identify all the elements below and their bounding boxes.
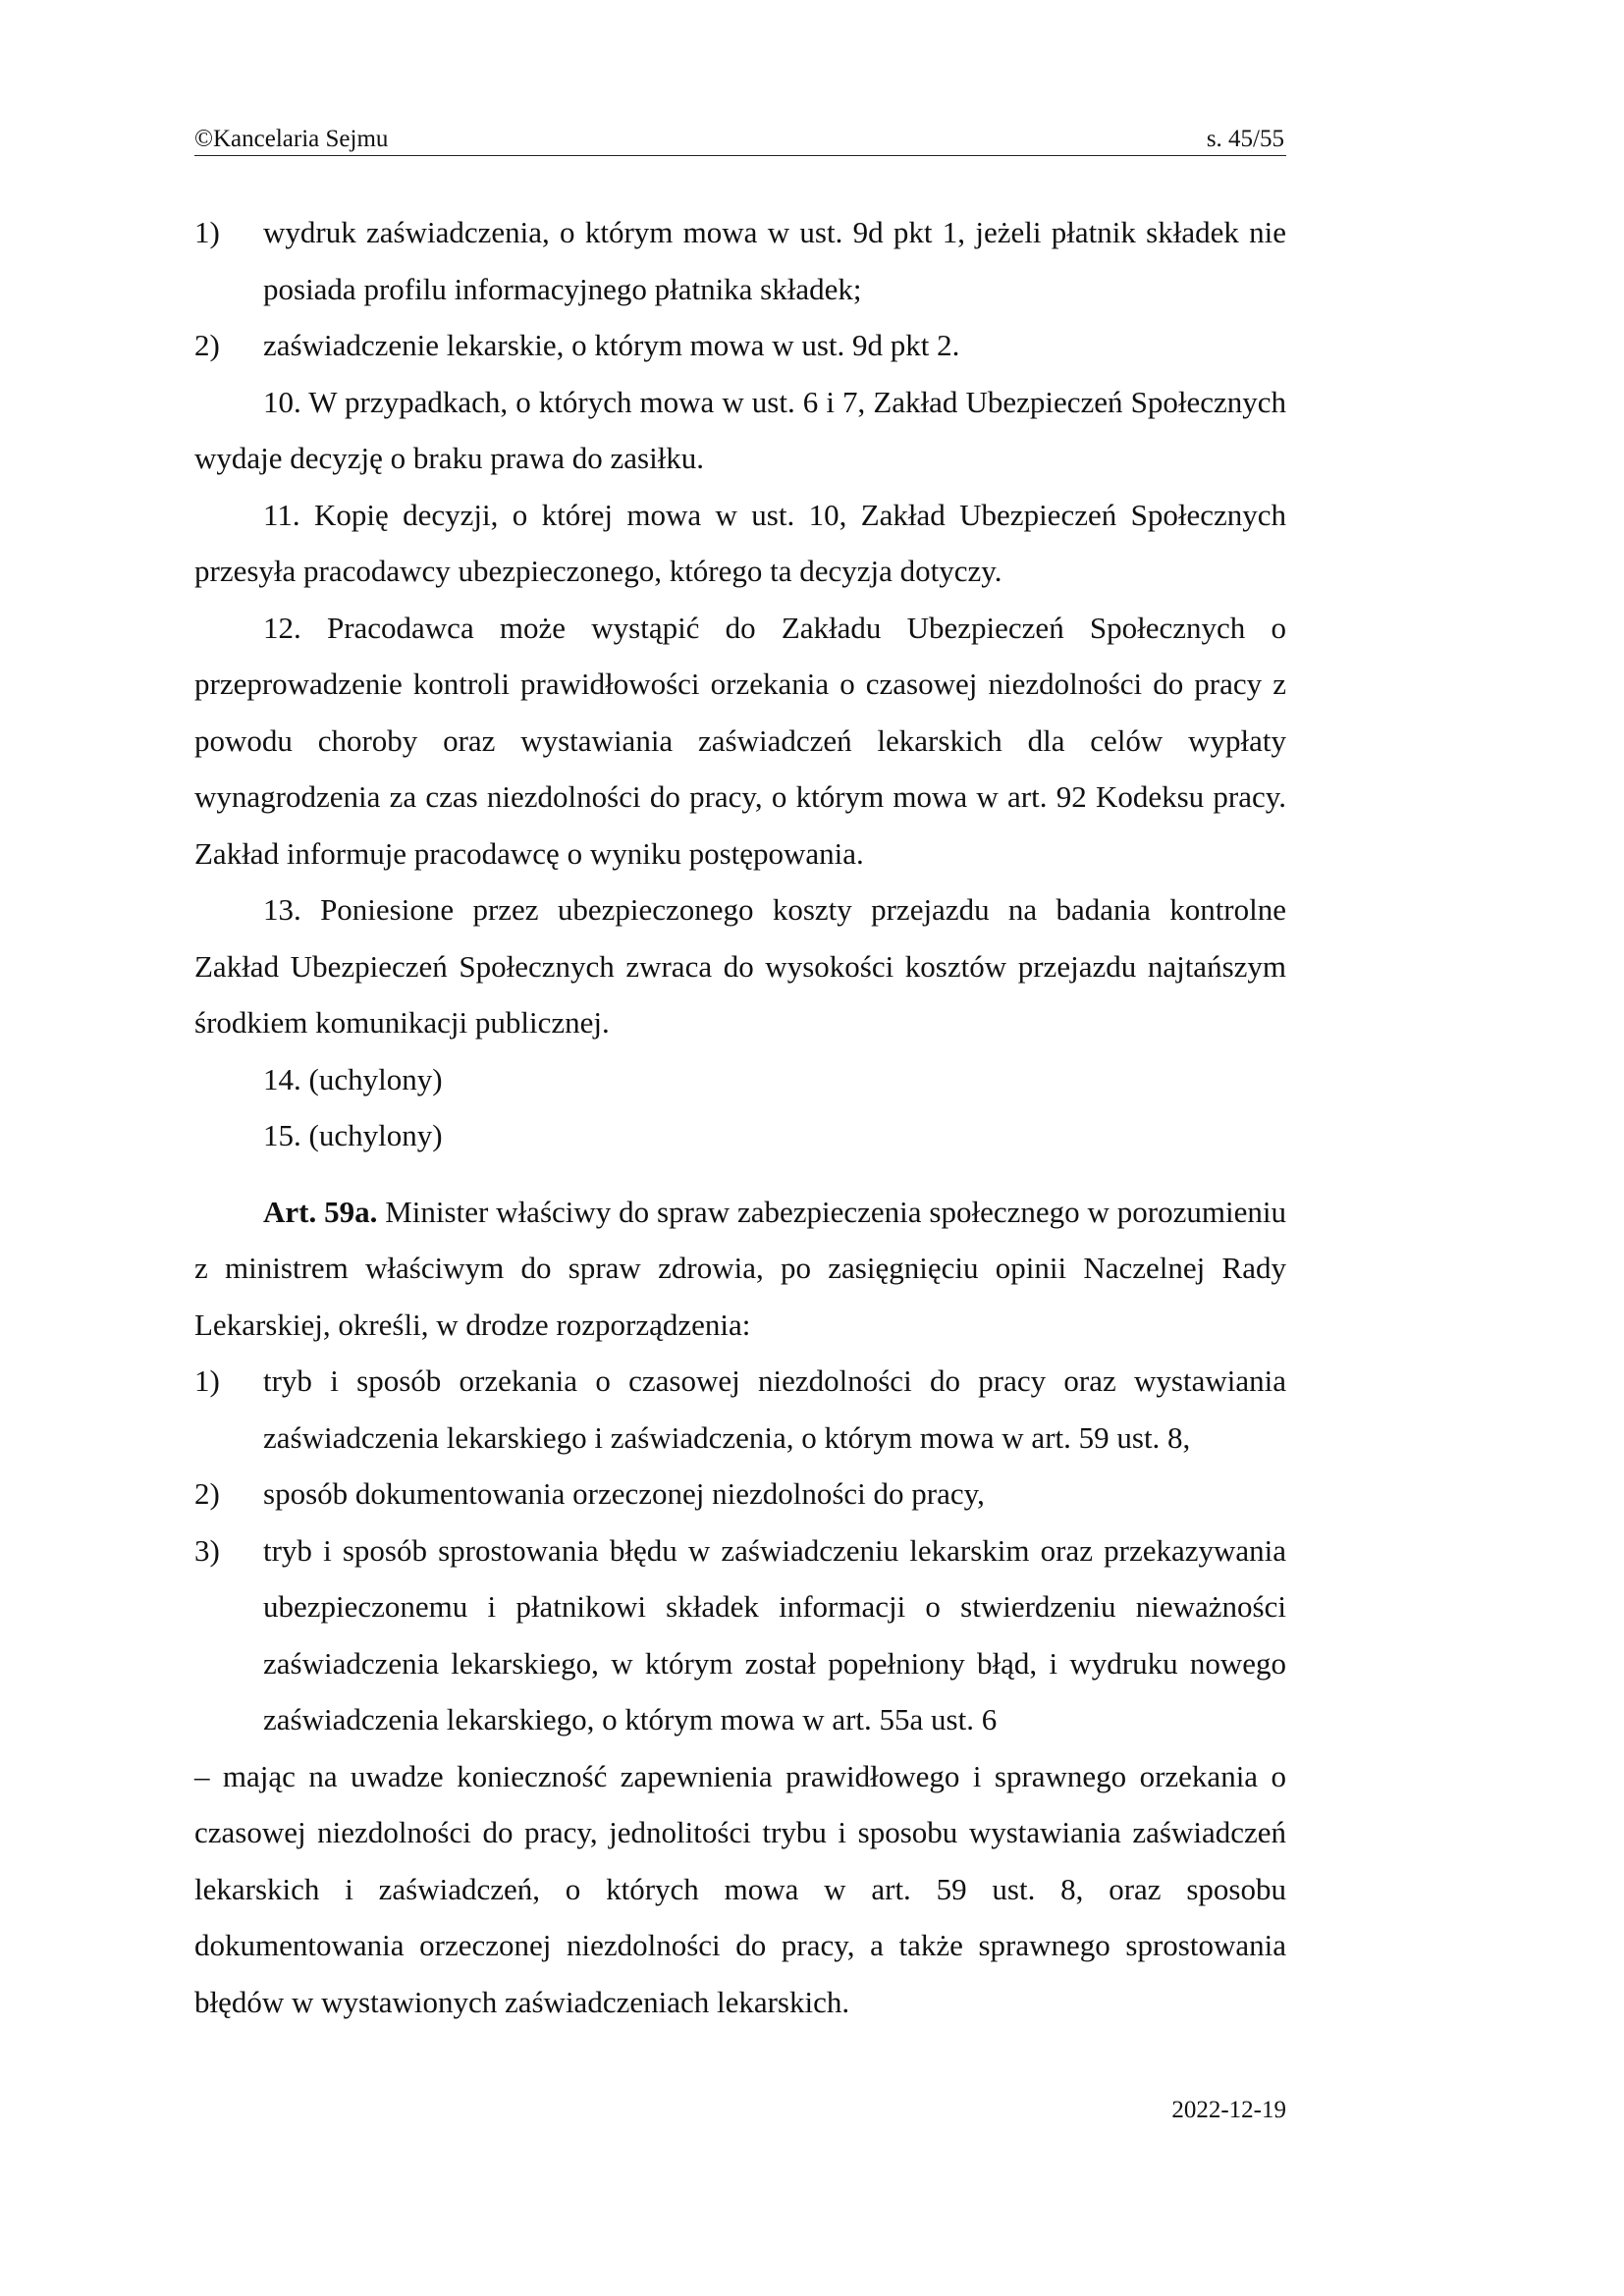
header-page-number: s. 45/55 [1206,126,1284,152]
paragraph-11: 11. Kopię decyzji, o której mowa w ust. 10, Zakład Ubezpieczeń Społecznych przesyła pracodawcy ubezpieczonego, którego ta decyzja dotyczy. [194,497,1286,588]
spacer [194,1164,1286,1184]
list-item-text: zaświadczenie lekarskie, o którym mowa w ust. 9d pkt 2. [263,328,960,362]
footer-date: 2022-12-19 [1171,2097,1286,2123]
list-item-number: 2) [194,328,220,362]
list-item-text: sposób dokumentowania orzeczonej niezdolności do pracy, [263,1476,985,1511]
list-item-text: tryb i sposób orzekania o czasowej niezdolności do pracy oraz wystawiania zaświadczenia lekarskiego i zaświadczenia, o którym mowa w art. 59 ust. 8, [263,1363,1286,1455]
paragraph-15: 15. (uchylony) [263,1118,443,1152]
paragraph-13: 13. Poniesione przez ubezpieczonego koszty przejazdu na badania kontrolne Zakład Ubezpieczeń Społecznych zwraca do wysokości kosztów przejazdu najtańszym środkiem komunikacji publicznej. [194,892,1286,1040]
paragraph-12: 12. Pracodawca może wystąpić do Zakładu Ubezpieczeń Społecznych o przeprowadzenie kontroli prawidłowości orzekania o czasowej niezdolności do pracy z powodu choroby oraz wystawiania zaświadczeń lekarskich dla celów wypłaty wynagrodzenia za czas niezdolności do pracy, o którym mowa w art. 92 Kodeksu pracy. Zakład informuje pracodawcę o wyniku postępowania. [194,610,1286,871]
article-59a-intro [194,1184,1286,1354]
list-item-text: tryb i sposób sprostowania błędu w zaświadczeniu lekarskim oraz przekazywania ubezpieczonemu i płatnikowi składek informacji o stwierdzeniu nieważności zaświadczenia lekarskiego, w którym został popełniony błąd, i wydruku nowego zaświadczenia lekarskiego, o którym mowa w art. 55a ust. 6 [263,1532,1286,1736]
list-item [194,1353,1286,1466]
list-item [194,1522,1286,1748]
page-header [194,122,1286,156]
header-publisher: ©Kancelaria Sejmu [194,126,389,152]
list-item-number: 2) [194,1476,220,1511]
list-item-number: 3) [194,1532,220,1568]
article-label: Art. 59a. [263,1194,378,1229]
list-item-number: 1) [194,215,220,249]
list-item [194,204,1286,317]
document-body [194,204,1286,2030]
list-item-text: wydruk zaświadczenia, o którym mowa w ust. 9d pkt 1, jeżeli płatnik składek nie posiada profilu informacyjnego płatnika składek; [263,215,1286,306]
article-intro-text: Minister właściwy do spraw zabezpieczenia społecznego w porozumieniu z ministrem właściwym do spraw zdrowia, po zasięgnięciu opinii Naczelnej Rady Lekarskiej, określi, w drodze rozporządzenia: [194,1194,1286,1342]
list-item [194,317,1286,374]
list-item-number: 1) [194,1363,220,1398]
list-item [194,1466,1286,1522]
paragraph-14: 14. (uchylony) [263,1061,443,1096]
paragraph-10: 10. W przypadkach, o których mowa w ust. 6 i 7, Zakład Ubezpieczeń Społecznych wydaje decyzję o braku prawa do zasiłku. [194,384,1286,475]
article-closing: – mając na uwadze konieczność zapewnienia prawidłowego i sprawnego orzekania o czasowej niezdolności do pracy, jednolitości trybu i sposobu wystawiania zaświadczeń lekarskich i zaświadczeń, o których mowa w art. 59 ust. 8, oraz sposobu dokumentowania orzeczonej niezdolności do pracy, a także sprawnego sprostowania błędów w wystawionych zaświadczeniach lekarskich. [194,1758,1286,2019]
